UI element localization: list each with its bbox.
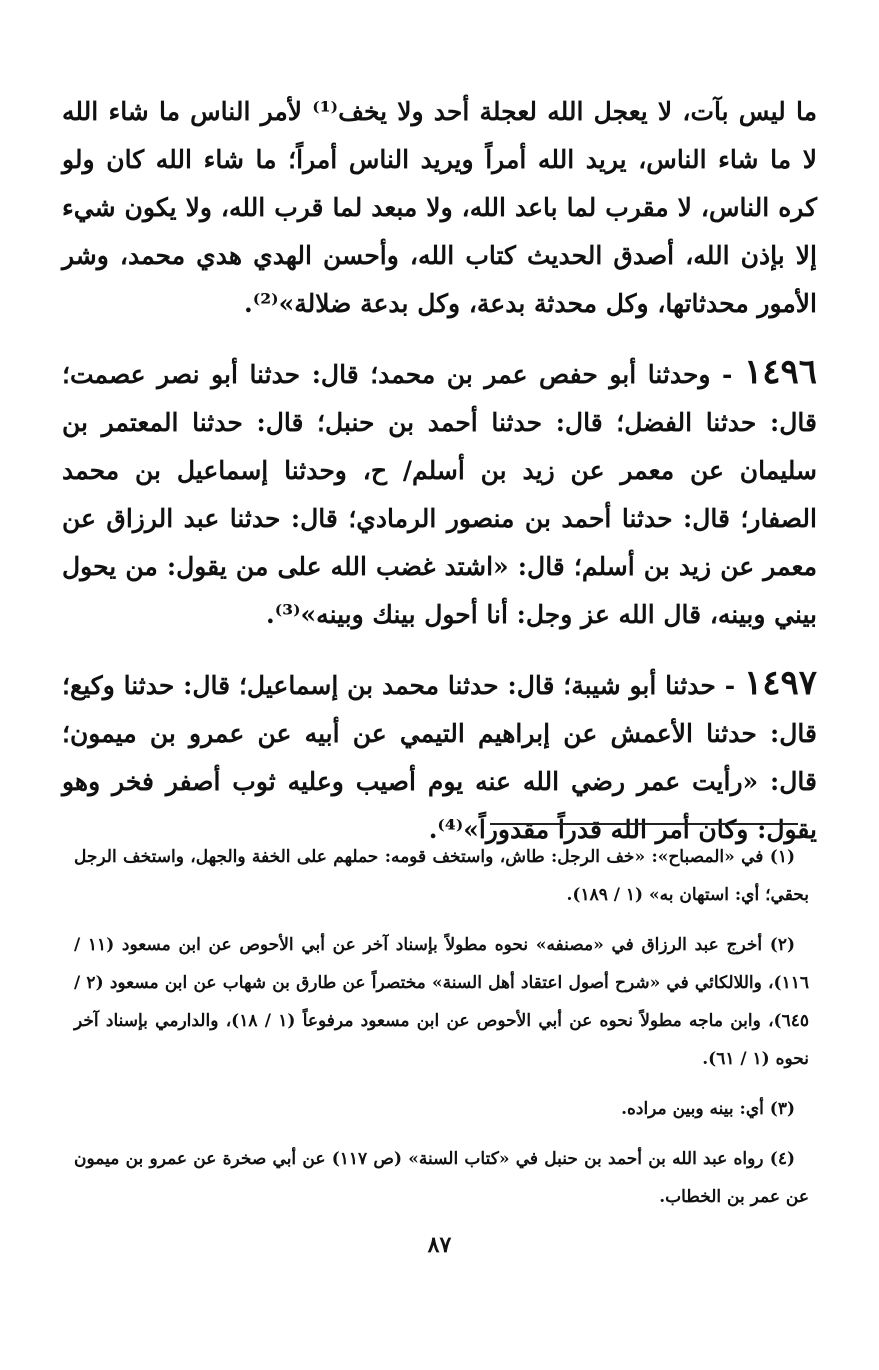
entry-number: ١٤٩٦	[743, 352, 817, 392]
entry-text: - وحدثنا أبو حفص عمر بن محمد؛ قال: حدثنا أبو نصر عصمت؛ قال: حدثنا الفضل؛ قال: حدثنا أحمد بن حنبل؛ قال: حدثنا المعتمر بن سليمان عن معمر عن زيد بن أسلم/ ح، وحدثنا إسماعيل بن محمد الصفار؛ قال: حدثنا أحمد بن منصور الرمادي؛ قال: حدثنا عبد الرزاق عن معمر عن زيد بن أسلم؛ قال: «اشتد غضب الله على من يقول: من يحول بيني وبينه، قال الله عز وجل: أنا أحول بينك وبينه»⁽³⁾.	[62, 360, 817, 629]
footnotes	[74, 838, 809, 1228]
entry-text: - حدثنا أبو شيبة؛ قال: حدثنا محمد بن إسماعيل؛ قال: حدثنا وكيع؛ قال: حدثنا الأعمش عن إبراهيم التيمي عن أبيه عن عمرو بن ميمون؛ قال: «رأيت عمر رضي الله عنه يوم أصيب وعليه ثوب أصفر فخر وهو يقول: وكان أمر الله قدراً مقدوراً»⁽⁴⁾.	[62, 671, 817, 844]
entry-number: ١٤٩٧	[743, 663, 817, 703]
footnote-separator	[490, 823, 798, 825]
footnote-1: (١) في «المصباح»: «خف الرجل: طاش، واستخف قومه: حملهم على الخفة والجهل، واستخف الرجل بحقي؛ أي: استهان به» (١ / ١٨٩).	[74, 847, 809, 905]
footnote-3: (٣) أي: بينه وبين مراده.	[621, 1099, 795, 1119]
main-text	[62, 88, 817, 874]
footnote-2: (٢) أخرج عبد الرزاق في «مصنفه» نحوه مطولاً بإسناد آخر عن أبي الأحوص عن ابن مسعود (١١ / ١١٦)، واللالكائي في «شرح أصول اعتقاد أهل السنة» مختصراً عن طارق بن شهاب عن ابن مسعود (٢ / ٦٤٥)، وابن ماجه مطولاً نحوه عن أبي الأحوص عن ابن مسعود مرفوعاً (١ / ١٨)، والدارمي بإسناد آخر نحوه (١ / ٦١).	[74, 935, 810, 1069]
footnote-4: (٤) رواه عبد الله بن أحمد بن حنبل في «كتاب السنة» (ص ١١٧) عن أبي صخرة عن عمرو بن ميمون عن عمر بن الخطاب.	[74, 1149, 809, 1207]
paragraph-continuation: ما ليس بآت، لا يعجل الله لعجلة أحد ولا يخف⁽¹⁾ لأمر الناس ما شاء الله لا ما شاء الناس، يريد الله أمراً ويريد الناس أمراً؛ ما شاء الله كان ولو كره الناس، لا مقرب لما باعد الله، ولا مبعد لما قرب الله، ولا يكون شيء إلا بإذن الله، أصدق الحديث كتاب الله، وأحسن الهدي هدي محمد، وشر الأمور محدثاتها، وكل محدثة بدعة، وكل بدعة ضلالة»⁽²⁾.	[62, 97, 817, 318]
page-number: ٨٧	[427, 1232, 452, 1258]
hadith-entry-1496	[62, 348, 817, 639]
